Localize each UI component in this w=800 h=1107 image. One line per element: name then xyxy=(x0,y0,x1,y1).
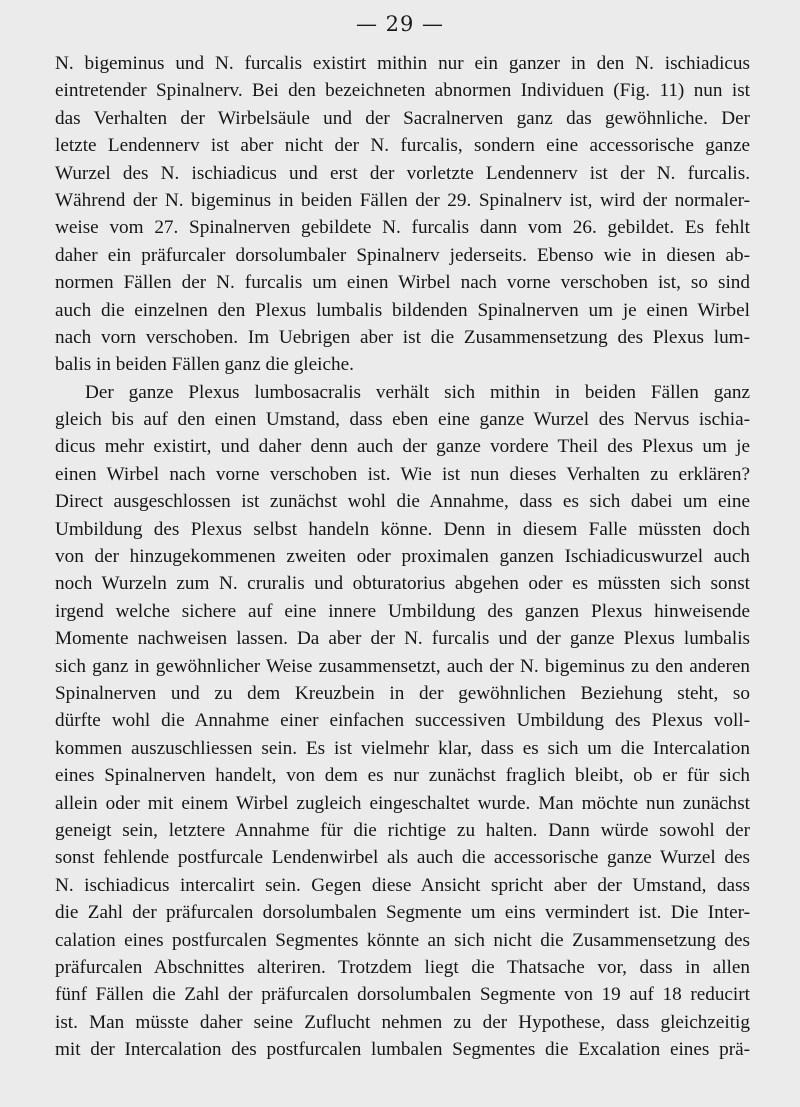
text-line: daher ein präfurcaler dorsolumbaler Spinalnerv jederseits. Ebenso wie in diesen ab- xyxy=(55,244,750,266)
paragraph-2 xyxy=(55,379,750,1064)
text-line: irgend welche sichere auf eine innere Umbildung des ganzen Plexus hinweisende xyxy=(55,600,750,622)
text-line: sich ganz in gewöhnlicher Weise zusammensetzt, auch der N. bigeminus zu den anderen xyxy=(55,655,750,677)
text-line: eines Spinalnerven handelt, von dem es nur zunächst fraglich bleibt, ob er für sich xyxy=(55,765,750,787)
text-line: normen Fällen der N. furcalis um einen Wirbel nach vorne verschoben ist, so sind xyxy=(55,272,750,294)
text-line: mit der Intercalation des postfurcalen lumbalen Segmentes die Excalation eines prä- xyxy=(55,1039,750,1061)
text-line: balis in beiden Fällen ganz die gleiche. xyxy=(55,354,354,376)
page-number: — 29 — xyxy=(355,12,445,36)
text-line: dürfte wohl die Annahme einer einfachen successiven Umbildung des Plexus voll- xyxy=(55,710,750,732)
text-line: N. bigeminus und N. furcalis existirt mithin nur ein ganzer in den N. ischiadicus xyxy=(55,53,750,74)
text-line: geneigt sein, letztere Annahme für die richtige zu halten. Dann würde sowohl der xyxy=(55,819,750,841)
text-line: Umbildung des Plexus selbst handeln könne. Denn in diesem Falle müssten doch xyxy=(55,518,750,540)
text-line: fünf Fällen die Zahl der präfurcalen dorsolumbalen Segmente von 19 auf 18 reducirt xyxy=(55,984,750,1006)
text-line: von der hinzugekommenen zweiten oder proximalen ganzen Ischiadicuswurzel auch xyxy=(55,546,750,568)
paragraph-1 xyxy=(55,50,750,379)
text-line: weise vom 27. Spinalnerven gebildete N. furcalis dann vom 26. gebildet. Es fehlt xyxy=(55,217,750,239)
text-line: Momente nachweisen lassen. Da aber der N. furcalis und der ganze Plexus lumbalis xyxy=(55,628,750,650)
text-line: auch die einzelnen den Plexus lumbalis bildenden Spinalnerven um je einen Wirbel xyxy=(55,299,750,321)
text-line: präfurcalen Abschnittes alteriren. Trotzdem liegt die Thatsache vor, dass in allen xyxy=(55,956,750,978)
text-line: dicus mehr existirt, und daher denn auch der ganze vordere Theil des Plexus um je xyxy=(55,436,750,458)
text-line: die Zahl der präfurcalen dorsolumbalen Segmente um eins vermindert ist. Die Inter- xyxy=(55,902,750,924)
text-line: allein oder mit einem Wirbel zugleich eingeschaltet wurde. Man möchte nun zunächst xyxy=(55,792,750,814)
text-line: Während der N. bigeminus in beiden Fällen der 29. Spinalnerv ist, wird der normaler- xyxy=(55,189,750,211)
text-line: letzte Lendennerv ist aber nicht der N. furcalis, sondern eine accessorische ganze xyxy=(55,135,750,157)
text-line: noch Wurzeln zum N. cruralis und obturatorius abgehen oder es müssten sich sonst xyxy=(55,573,750,595)
text-line: calation eines postfurcalen Segmentes könnte an sich nicht die Zusammensetzung des xyxy=(55,929,750,951)
text-line: gleich bis auf den einen Umstand, dass eben eine ganze Wurzel des Nervus ischia- xyxy=(55,409,750,431)
text-line: einen Wirbel nach vorne verschoben ist. Wie ist nun dieses Verhalten zu erklären? xyxy=(55,463,750,485)
text-line: Wurzel des N. ischiadicus und erst der vorletzte Lendennerv ist der N. furcalis. xyxy=(55,162,750,184)
text-line: eintretender Spinalnerv. Bei den bezeichneten abnormen Individuen (Fig. 11) nun ist xyxy=(55,80,750,102)
text-line: nach vorn verschoben. Im Uebrigen aber ist die Zusammensetzung des Plexus lum- xyxy=(55,326,750,348)
text-line: das Verhalten der Wirbelsäule und der Sacralnerven ganz das gewöhnliche. Der xyxy=(55,107,750,129)
text-line: kommen auszuschliessen sein. Es ist vielmehr klar, dass es sich um die Intercalation xyxy=(55,737,750,759)
body-text xyxy=(55,50,750,1063)
text-line: Direct ausgeschlossen ist zunächst wohl die Annahme, dass es sich dabei um eine xyxy=(55,491,750,513)
text-line: Der ganze Plexus lumbosacralis verhält sich mithin in beiden Fällen ganz xyxy=(85,381,750,403)
text-line: Spinalnerven und zu dem Kreuzbein in der gewöhnlichen Beziehung steht, so xyxy=(55,682,750,704)
text-line: sonst fehlende postfurcale Lendenwirbel als auch die accessorische ganze Wurzel des xyxy=(55,847,750,869)
text-line: N. ischiadicus intercalirt sein. Gegen diese Ansicht spricht aber der Umstand, dass xyxy=(55,874,750,896)
text-line: ist. Man müsste daher seine Zuflucht nehmen zu der Hypothese, dass gleichzeitig xyxy=(55,1011,750,1033)
